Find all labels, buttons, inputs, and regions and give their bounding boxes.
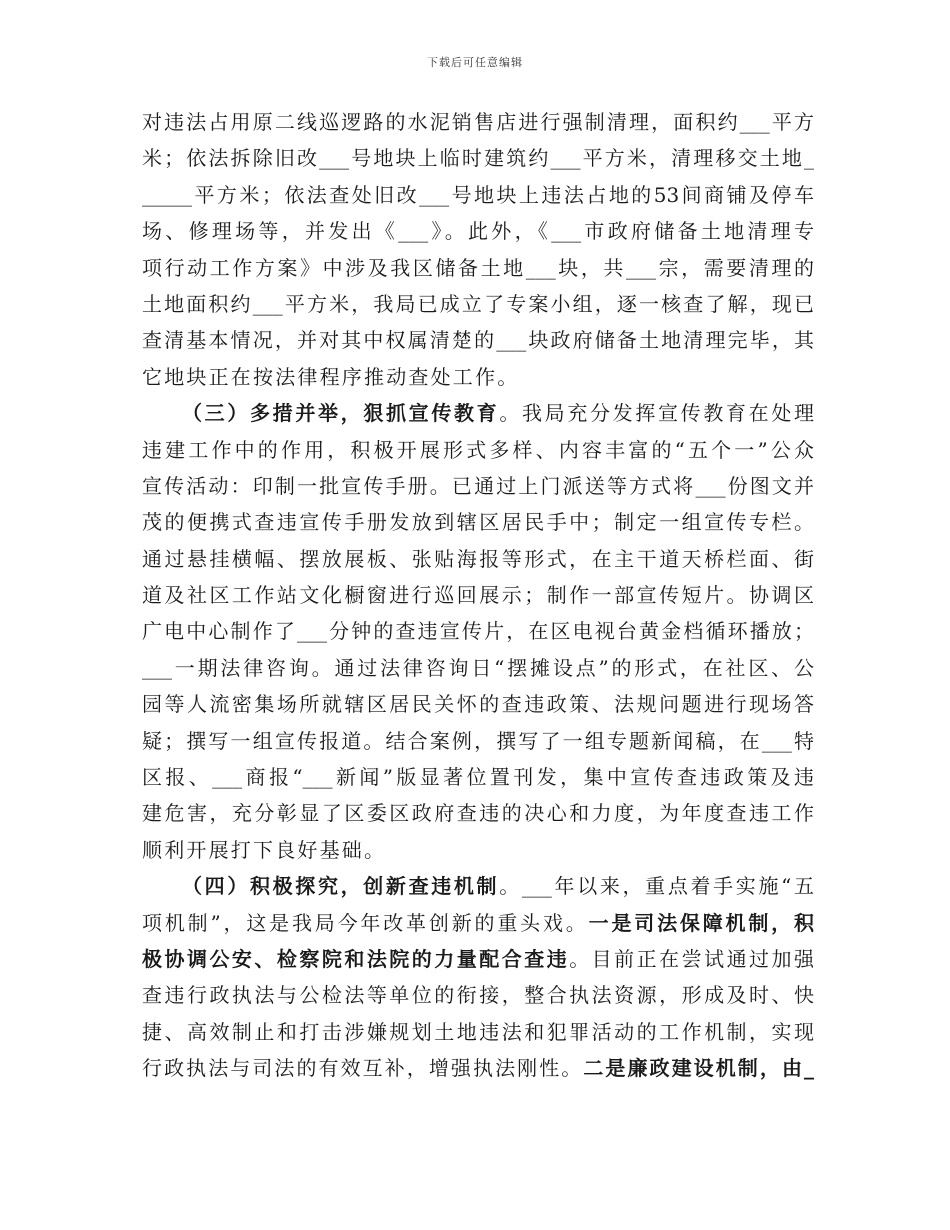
text-segment: 广电中心制作了___分钟的查违宣传片，在区电视台黄金档循环播放； bbox=[142, 619, 814, 644]
bold-text-segment: 一是司法保障机制，积 bbox=[588, 910, 815, 935]
bold-text-segment: 极协调公安、检察院和法院的力量配合查违 bbox=[142, 946, 570, 971]
text-segment: 米；依法拆除旧改___号地块上临时建筑约___平方米，清理移交土地_ bbox=[142, 146, 814, 171]
text-segment: 对违法占用原二线巡逻路的水泥销售店进行强制清理，面积约___平方 bbox=[142, 110, 814, 134]
text-line bbox=[142, 759, 814, 795]
text-segment: 行政执法与司法的有效互补，增强执法刚性。 bbox=[142, 1056, 584, 1081]
text-segment: _____平方米；依法查处旧改___号地块上违法占地的53间商铺及停车 bbox=[142, 182, 814, 207]
document-body bbox=[142, 104, 814, 1087]
text-segment: 查清基本情况，并对其中权属清楚的___块政府储备土地清理完毕，其 bbox=[142, 328, 814, 353]
text-segment: 捷、高效制止和打击涉嫌规划土地违法和犯罪活动的工作机制，实现 bbox=[142, 1019, 814, 1044]
text-line bbox=[142, 795, 814, 831]
bold-text-segment: （四）积极探究，创新查违机制 bbox=[182, 874, 500, 899]
text-segment: 它地块正在按法律程序推动查处工作。 bbox=[142, 364, 520, 389]
text-line bbox=[142, 577, 814, 613]
text-segment: 通过悬挂横幅、摆放展板、张贴海报等形式，在主干道天桥栏面、街 bbox=[142, 546, 814, 571]
text-line bbox=[142, 650, 814, 686]
bold-text-segment: （三）多措并举，狠抓宣传教育 bbox=[182, 401, 500, 426]
text-line bbox=[142, 432, 814, 468]
text-segment: 园等人流密集场所就辖区居民关怀的查违政策、法规问题进行现场答 bbox=[142, 692, 814, 717]
text-line bbox=[142, 941, 814, 977]
text-segment: 区报、___商报“___新闻”版显著位置刊发，集中宣传查违政策及违 bbox=[142, 765, 814, 790]
bold-text-segment: 二是廉政建设机制，由_ bbox=[583, 1056, 815, 1081]
text-line bbox=[142, 468, 814, 504]
text-line bbox=[142, 395, 814, 431]
page-header: 下载后可任意编辑 bbox=[427, 56, 523, 69]
text-segment: 。___年以来，重点着手实施“五 bbox=[499, 874, 814, 899]
text-segment: 。目前正在尝试通过加强 bbox=[569, 946, 815, 971]
text-line bbox=[142, 359, 814, 395]
text-line bbox=[142, 541, 814, 577]
text-segment: 顺利开展打下良好基础。 bbox=[142, 837, 387, 862]
text-line bbox=[142, 1050, 814, 1086]
text-line bbox=[142, 504, 814, 540]
text-line bbox=[142, 1014, 814, 1050]
text-segment: 项行动工作方案》中涉及我区储备土地___块，共___宗，需要清理的 bbox=[142, 255, 814, 280]
text-segment: 项机制”，这是我局今年改革创新的重头戏。 bbox=[142, 910, 589, 935]
text-line bbox=[142, 905, 814, 941]
text-segment: 违建工作中的作用，积极开展形式多样、内容丰富的“五个一”公众 bbox=[142, 437, 814, 462]
text-segment: 场、修理场等，并发出《___》。此外，《___市政府储备土地清理专 bbox=[142, 219, 814, 244]
text-segment: 道及社区工作站文化橱窗进行巡回展示；制作一部宣传短片。协调区 bbox=[142, 583, 814, 608]
text-line bbox=[142, 686, 814, 722]
text-line bbox=[142, 104, 814, 140]
text-segment: 。我局充分发挥宣传教育在处理 bbox=[499, 401, 815, 426]
text-segment: 建危害，充分彰显了区委区政府查违的决心和力度，为年度查违工作 bbox=[142, 801, 814, 826]
text-line bbox=[142, 613, 814, 649]
text-line bbox=[142, 286, 814, 322]
text-line bbox=[142, 250, 814, 286]
text-segment: 宣传活动：印制一批宣传手册。已通过上门派送等方式将___份图文并 bbox=[142, 473, 814, 498]
text-segment: 土地面积约___平方米，我局已成立了专案小组，逐一核查了解，现已 bbox=[142, 291, 814, 316]
text-line bbox=[142, 832, 814, 868]
text-line bbox=[142, 723, 814, 759]
text-segment: 疑；撰写一组宣传报道。结合案例，撰写了一组专题新闻稿，在___特 bbox=[142, 728, 814, 753]
text-line bbox=[142, 977, 814, 1013]
text-line bbox=[142, 322, 814, 358]
text-line bbox=[142, 868, 814, 904]
text-segment: 茂的便携式查违宣传手册发放到辖区居民手中；制定一组宣传专栏。 bbox=[142, 510, 814, 535]
text-line bbox=[142, 140, 814, 176]
text-segment: ___一期法律咨询。通过法律咨询日“摆摊设点”的形式，在社区、公 bbox=[142, 655, 814, 680]
text-line bbox=[142, 177, 814, 213]
text-segment: 查违行政执法与公检法等单位的衔接，整合执法资源，形成及时、快 bbox=[142, 983, 814, 1008]
text-line bbox=[142, 213, 814, 249]
